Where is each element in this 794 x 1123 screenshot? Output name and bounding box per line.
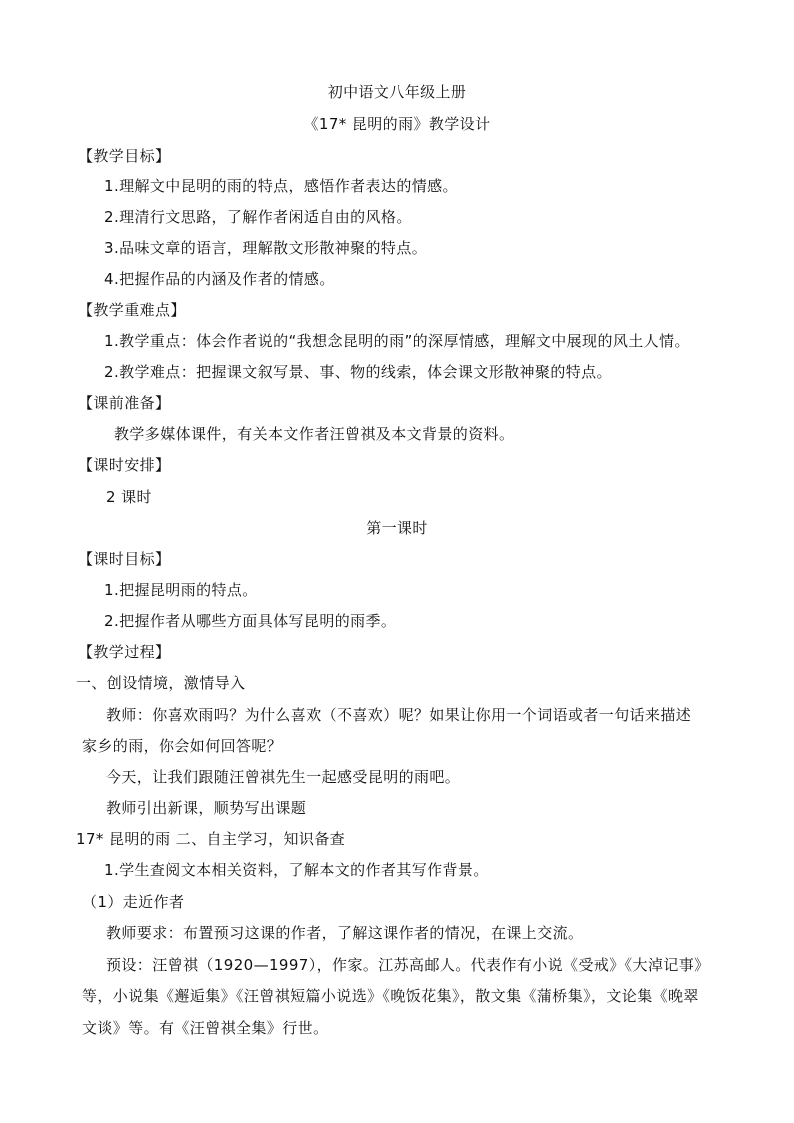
paragraph-line: 文谈》等。有《汪曾祺全集》行世。: [82, 1019, 329, 1037]
section-heading-lesson-goals: 【课时目标】: [78, 550, 171, 568]
paragraph-line: 今天，让我们跟随汪曾祺先生一起感受昆明的雨吧。: [106, 768, 461, 786]
lesson-title: 第一课时: [366, 519, 428, 537]
paragraph-line: 教师要求：布置预习这课的作者，了解这课作者的情况，在课上交流。: [106, 924, 584, 942]
section-heading-objectives: 【教学目标】: [78, 147, 171, 165]
subheading: （1）走近作者: [82, 893, 185, 911]
objective-item: 2.理清行文思路，了解作者闲适自由的风格。: [104, 208, 412, 226]
paragraph-line: 等，小说集《邂逅集》《汪曾祺短篇小说选》《晚饭花集》，散文集《蒲桥集》，文论集《晚翠: [82, 987, 699, 1005]
lesson-goal-item: 1.把握昆明雨的特点。: [104, 581, 258, 599]
objective-item: 4.把握作品的内涵及作者的情感。: [104, 270, 335, 288]
schedule-text: 2 课时: [106, 488, 152, 506]
lesson-goal-item: 2.把握作者从哪些方面具体写昆明的雨季。: [104, 612, 397, 630]
paragraph-line: 教师引出新课，顺势写出课题: [106, 799, 307, 817]
prep-text: 教学多媒体课件，有关本文作者汪曾祺及本文背景的资料。: [114, 425, 515, 443]
section-heading-process: 【教学过程】: [78, 643, 171, 661]
objective-item: 1.理解文中昆明的雨的特点，感悟作者表达的情感。: [104, 177, 458, 195]
paragraph-line: 家乡的雨，你会如何回答呢？: [82, 737, 283, 755]
paragraph-line: 1.学生查阅文本相关资料，了解本文的作者其写作背景。: [104, 861, 489, 879]
objective-item: 3.品味文章的语言，理解散文形散神聚的特点。: [104, 239, 428, 257]
section-heading-keypoints: 【教学重难点】: [78, 301, 186, 319]
step-heading: 一、创设情境，激情导入: [76, 674, 246, 692]
section-heading-prep: 【课前准备】: [78, 394, 171, 412]
keypoint-item: 2.教学难点：把握课文叙写景、事、物的线索，体会课文形散神聚的特点。: [104, 363, 612, 381]
paragraph-line: 教师：你喜欢雨吗？为什么喜欢（不喜欢）呢？如果让你用一个词语或者一句话来描述: [106, 706, 692, 724]
document-subtitle: 《17* 昆明的雨》教学设计: [303, 115, 491, 133]
document-title: 初中语文八年级上册: [327, 83, 467, 101]
step-heading: 17* 昆明的雨 二、自主学习，知识备查: [76, 830, 346, 848]
paragraph-line: 预设：汪曾祺（1920—1997），作家。江苏高邮人。代表作有小说《受戒》《大淖记事》: [106, 956, 710, 974]
section-heading-schedule: 【课时安排】: [78, 456, 171, 474]
keypoint-item: 1.教学重点：体会作者说的“我想念昆明的雨”的深厚情感，理解文中展现的风土人情。: [104, 332, 690, 350]
